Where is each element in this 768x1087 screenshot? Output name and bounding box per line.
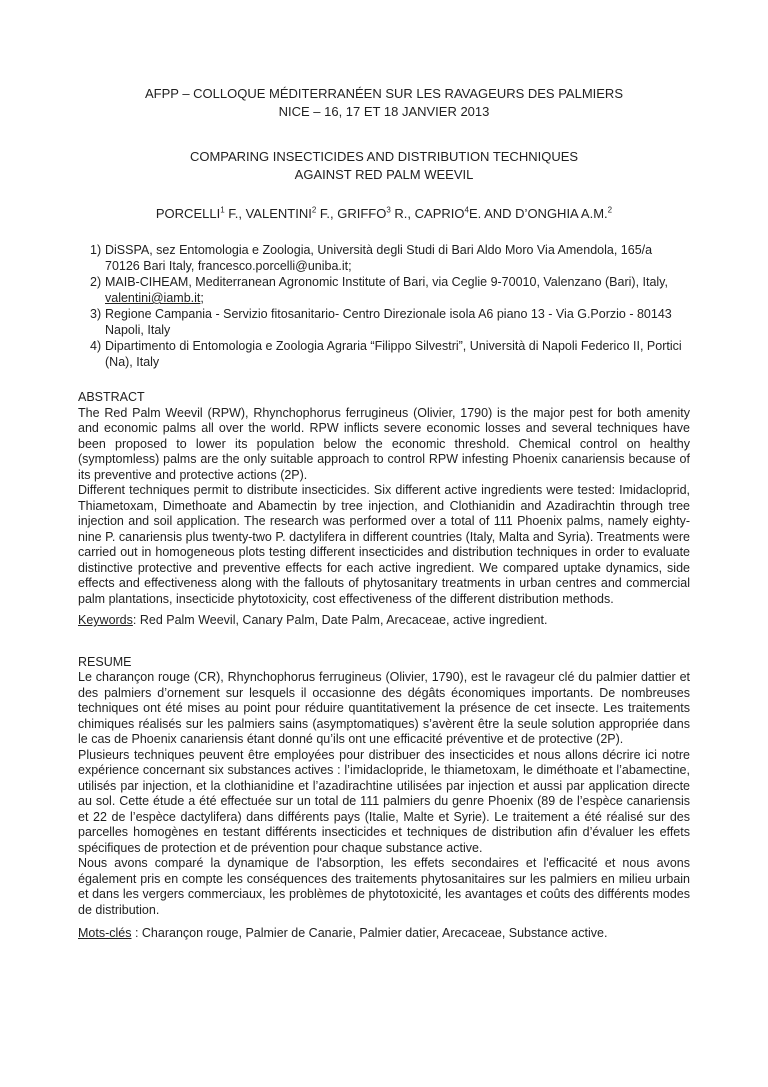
paper-title-line2: AGAINST RED PALM WEEVIL [294,167,474,182]
affiliation-text [105,274,690,306]
author-affiliation-superscript: 3 [386,205,391,215]
motscles-line [78,926,690,942]
author-affiliation-superscript: 2 [607,205,613,215]
resume-paragraph: Le charançon rouge (CR), Rhynchophorus ferrugineus (Olivier, 1790), est le ravageur clé du palmier dattier et des palmiers d’ornement sur lesquels il occasionne des dégâts économiques importants. De nombreuses techniques ont été mises au point pour réduire quantitativement la présence de cet insecte. Les traitements chimiques réalisés sur les palmiers sains (asymptomatiques) s’avèrent être la seule solution appropriée dans le cas de Phoenix canariensis étant donné qu’ils ont une efficacité préventive et de protective (2P). [78,670,690,746]
resume-heading: RESUME [78,654,132,669]
motscles-label: Mots-clés [78,926,132,940]
abstract-heading: ABSTRACT [78,390,145,404]
abstract-section [78,390,690,629]
keywords-label: Keywords [78,613,133,627]
keywords-line [78,613,690,629]
authors-line [78,205,690,223]
affiliation-item [90,338,690,370]
author-affiliation-superscript: 2 [311,205,317,215]
affiliation-text: DiSSPA, sez Entomologia e Zoologia, Università degli Studi di Bari Aldo Moro Via Amendola, 165/a 70126 Bari Italy, francesco.porcelli@uniba.it; [105,243,653,273]
abstract-paragraph: The Red Palm Weevil (RPW), Rhynchophorus ferrugineus (Olivier, 1790) is the major pest for both amenity and economic palms all over the world. RPW inflicts severe economic losses and several techniques have been proposed to lower its population below the economic threshold. Chemical control on healthy (symptomless) palms are the only suitable approach to control RPW infesting Phoenix canariensis because of its preventive and protective actions (2P). [78,405,690,482]
author-segment: F., VALENTINI [224,206,312,221]
resume-paragraph: Nous avons comparé la dynamique de l'absorption, les effets secondaires et l'efficacité et nous avons également pris en compte les conséquences des traitements phytosanitaires sur les palmiers en milieu urbain et dans les vergers commerciaux, les problèmes de phytotoxicité, les avantages et coûts des différents modes de distribution. [78,856,690,917]
affiliation-number: 1) [90,243,102,257]
affiliation-item [90,242,690,274]
affiliation-number: 2) [90,275,102,289]
abstract-paragraph: Different techniques permit to distribute insecticides. Six different active ingredients were tested: Imidacloprid, Thiametoxam, Dimethoate and Abamectin by tree injection, and Clothianidin and Azadirachtin through tree injection and soil application. The research was performed over a total of 111 Phoenix palms, namely eighty-nine P. canariensis plus twenty-two P. dactylifera in different countries (Italy, Malta and Syria). Treatments were carried out in homogeneous plots testing different insecticides and distribution techniques in order to evaluate distinctive protective and preventive effects for each active ingredient. We compared uptake dynamics, side effects and effectiveness along with the fallouts of phytosanitary treatments in urban centres and commercial palm plantations, insecticide phytotoxicity, cost effectiveness of the different distribution methods. [78,483,690,606]
keywords-text: : Red Palm Weevil, Canary Palm, Date Palm, Arecaceae, active ingredient. [132,613,548,627]
author-segment: R., CAPRIO [390,206,465,221]
author-affiliation-superscript: 4 [464,205,469,215]
affiliation-number: 3) [90,307,102,321]
motscles-text: : Charançon rouge, Palmier de Canarie, Palmier datier, Arecaceae, Substance active. [131,926,608,940]
conference-header [78,85,690,121]
author-segment: F., GRIFFO [316,206,387,221]
affiliation-text: Regione Campania - Servizio fitosanitario- Centro Direzionale isola A6 piano 13 - Via G.Porzio - 80143 Napoli, Italy [105,307,672,337]
resume-section [78,655,690,942]
affiliation-text-segment: ; [200,291,204,305]
paper-title-line1: COMPARING INSECTICIDES AND DISTRIBUTION TECHNIQUES [189,149,579,164]
affiliation-text: Dipartimento di Entomologia e Zoologia Agraria “Filippo Silvestri”, Università di Napoli Federico II, Portici (Na), Italy [105,339,682,369]
affiliation-item [90,274,690,306]
affiliations-list [78,242,690,370]
conference-name: AFPP – COLLOQUE MÉDITERRANÉEN SUR LES RAVAGEURS DES PALMIERS [145,86,623,101]
conference-date-location: NICE – 16, 17 ET 18 JANVIER 2013 [278,104,490,119]
email-link[interactable]: valentini@iamb.it [105,291,201,305]
affiliation-text-segment: MAIB-CIHEAM, Mediterranean Agronomic Institute of Bari, via Ceglie 9-70010, Valenzano (Bari), Italy, [105,275,668,289]
affiliation-item [90,306,690,338]
paper-title [78,148,690,184]
resume-paragraph: Plusieurs techniques peuvent être employées pour distribuer des insecticides et nous allons décrire ici notre expérience concernant six substances actives : l’imidaclopride, le thiametoxam, le diméthoate et l’abamectine, utilisés par injection, et la clothianidine et l’azadirachtine utilisées par injection et aussi par application directe au sol. Cette étude a été effectuée sur un total de 111 palmiers du genre Phoenix (89 de l’espèce canariensis et 22 de l’espèce dactylifera) dans différents pays (Italie, Malte et Syrie). Le traitement a été réalisé sur des parcelles homogènes en testant différents insecticides et techniques de distribution afin d’évaluer les effets spécifiques de protection et de prévention pour chaque substance active. [78,747,690,855]
author-segment: PORCELLI [155,206,221,221]
affiliation-number: 4) [90,339,102,353]
author-affiliation-superscript: 1 [220,205,225,215]
author-segment: E. AND D’ONGHIA A.M. [468,206,608,221]
